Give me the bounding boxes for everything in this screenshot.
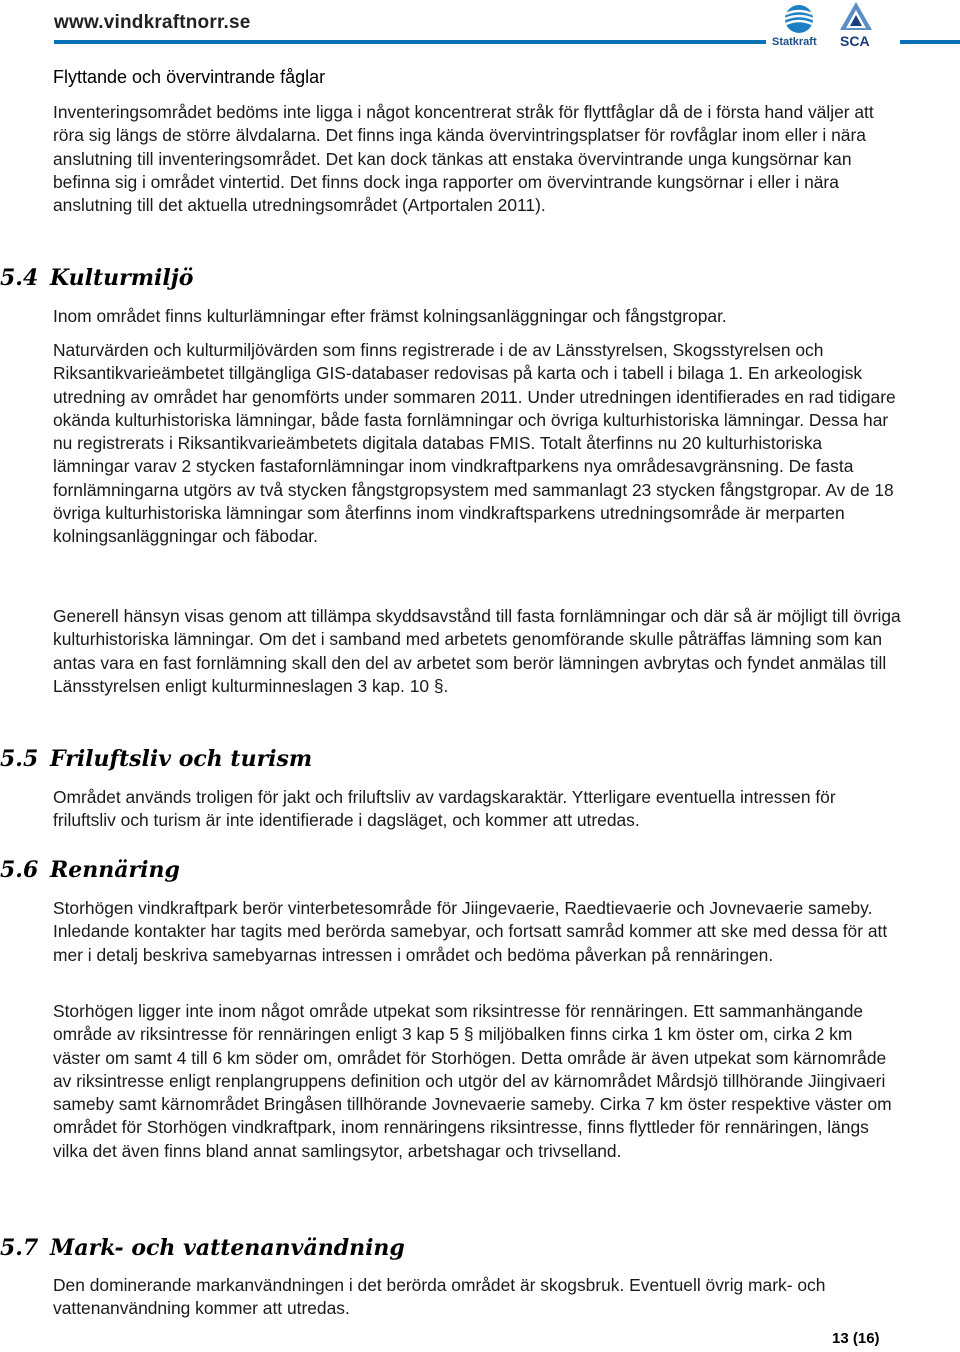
paragraph-flyttande: Inventeringsområdet bedöms inte ligga i något koncentrerat stråk för flyttfåglar då de i första hand väljer att röra sig längs de större älvdalarna. Det finns inga kända övervintringsplatser för rovfåglar inom eller i nära anslutning till inventeringsområdet. Det kan dock tänkas att enstaka övervintrande unga kungsörnar kan befinna sig i området vintertid. Det finns dock inga rapporter om övervintrande kungsörnar i eller i nära anslutning till det aktuella utredningsområdet (Artportalen 2011). (53, 102, 874, 216)
paragraph-kulturmiljo-1: Inom området finns kulturlämningar efter främst kolningsanläggningar och fångstgropar. (53, 306, 727, 326)
section-title: Friluftsliv och turism (50, 746, 313, 772)
section-number: 5.6 (0, 857, 39, 883)
sca-logo-label: SCA (840, 33, 870, 49)
section-number: 5.7 (0, 1235, 39, 1261)
paragraph-rennaring-1: Storhögen vindkraftpark berör vinterbetesområde för Jiingevaerie, Raedtievaerie och Jovnevaerie sameby. Inledande kontakter har tagits med berörda samebyar, och fortsatt samråd kommer att ske med dessa för att mer i detalj beskriva samebyarnas intressen i området och bedöma påverkan på rennäringen. (53, 898, 888, 965)
section-heading-rennaring (0, 856, 180, 884)
section-number: 5.4 (0, 265, 39, 291)
paragraph-rennaring-2: Storhögen ligger inte inom något område utpekat som riksintresse för rennäringen. Ett sammanhängande område av riksintresse för rennäringen enligt 3 kap 5 § miljöbalken finns cirka 1 km öster om, cirka 2 km väster om samt 4 till 6 km söder om, området för Storhögen. Detta område är även utpekat som kärnområde av riksintresse enligt renplangruppens definition och utgör del av kärnområdet Mårdsjö tillhörande Jiingivaeri sameby samt kärnområdet Bringåsen tillhörande Jovnevaerie sameby. Cirka 7 km öster respektive väster om området för Storhögen vindkraftpark, inom rennäringens riksintresse, finns flyttleder för rennäringen, längs vilka det även finns bland annat samlingsytor, arbetshagar och trivselland. (53, 1001, 892, 1161)
section-number: 5.5 (0, 746, 39, 772)
page-header (0, 0, 960, 60)
subheading-flyttande: Flyttande och övervintrande fåglar (53, 67, 326, 87)
section-heading-friluftsliv (0, 745, 312, 773)
section-title: Rennäring (50, 857, 180, 883)
section-heading-mark (0, 1234, 405, 1262)
paragraph-friluftsliv: Området används troligen för jakt och friluftsliv av vardagskaraktär. Ytterligare eventuella intressen för friluftsliv och turism är inte identifierade i dagsläget, och kommer att utredas. (53, 787, 836, 831)
header-rule-right (900, 40, 960, 44)
section-title: Mark- och vattenanvändning (50, 1235, 405, 1261)
statkraft-logo-label: Statkraft (772, 36, 817, 48)
section-heading-kulturmiljo (0, 264, 193, 292)
page-number: 13 (16) (832, 1330, 880, 1347)
paragraph-mark: Den dominerande markanvändningen i det berörda området är skogsbruk. Eventuell övrig mark- och vattenanvändning kommer att utredas. (53, 1275, 826, 1319)
site-url[interactable]: www.vindkraftnorr.se (54, 12, 251, 33)
paragraph-kulturmiljo-2: Naturvärden och kulturmiljövärden som finns registrerade i de av Länsstyrelsen, Skogsstyrelsen och Riksantikvarieämbetet tillgängliga GIS-databaser redovisas på karta och i tabell i bilaga 1. En arkeologisk utredning av området har genomförts under sommaren 2011. Under utredningen identifierades en rad tidigare okända kulturhistoriska lämningar, både fasta fornlämningar och övriga kulturhistoriska lämningar. Dessa har nu registrerats i Riksantikvarieämbetets digitala databas FMIS. Totalt återfinns nu 20 kulturhistoriska lämningar varav 2 stycken fastafornlämningar inom vindkraftparkens nya områdesavgränsning. De fasta fornlämningarna utgörs av två stycken fångstgropsystem med sammanlagt 23 stycken fångstgropar. Av de 18 övriga kulturhistoriska lämningar som återfinns inom vindkraftsparkens utredningsområde är merparten kolningsanläggningar och fäbodar. (53, 340, 896, 547)
paragraph-kulturmiljo-3: Generell hänsyn visas genom att tillämpa skyddsavstånd till fasta fornlämningar och där så är möjligt till övriga kulturhistoriska lämningar. Om det i samband med arbetets genomförande skulle påträffas lämning som kan antas vara en fast fornlämning skall den del av arbetet som berör lämningen avbrytas och fyndet anmälas till Länsstyrelsen enligt kulturminneslagen 3 kap. 10 §. (53, 606, 901, 696)
header-rule (54, 40, 766, 44)
section-title: Kulturmiljö (50, 265, 194, 291)
